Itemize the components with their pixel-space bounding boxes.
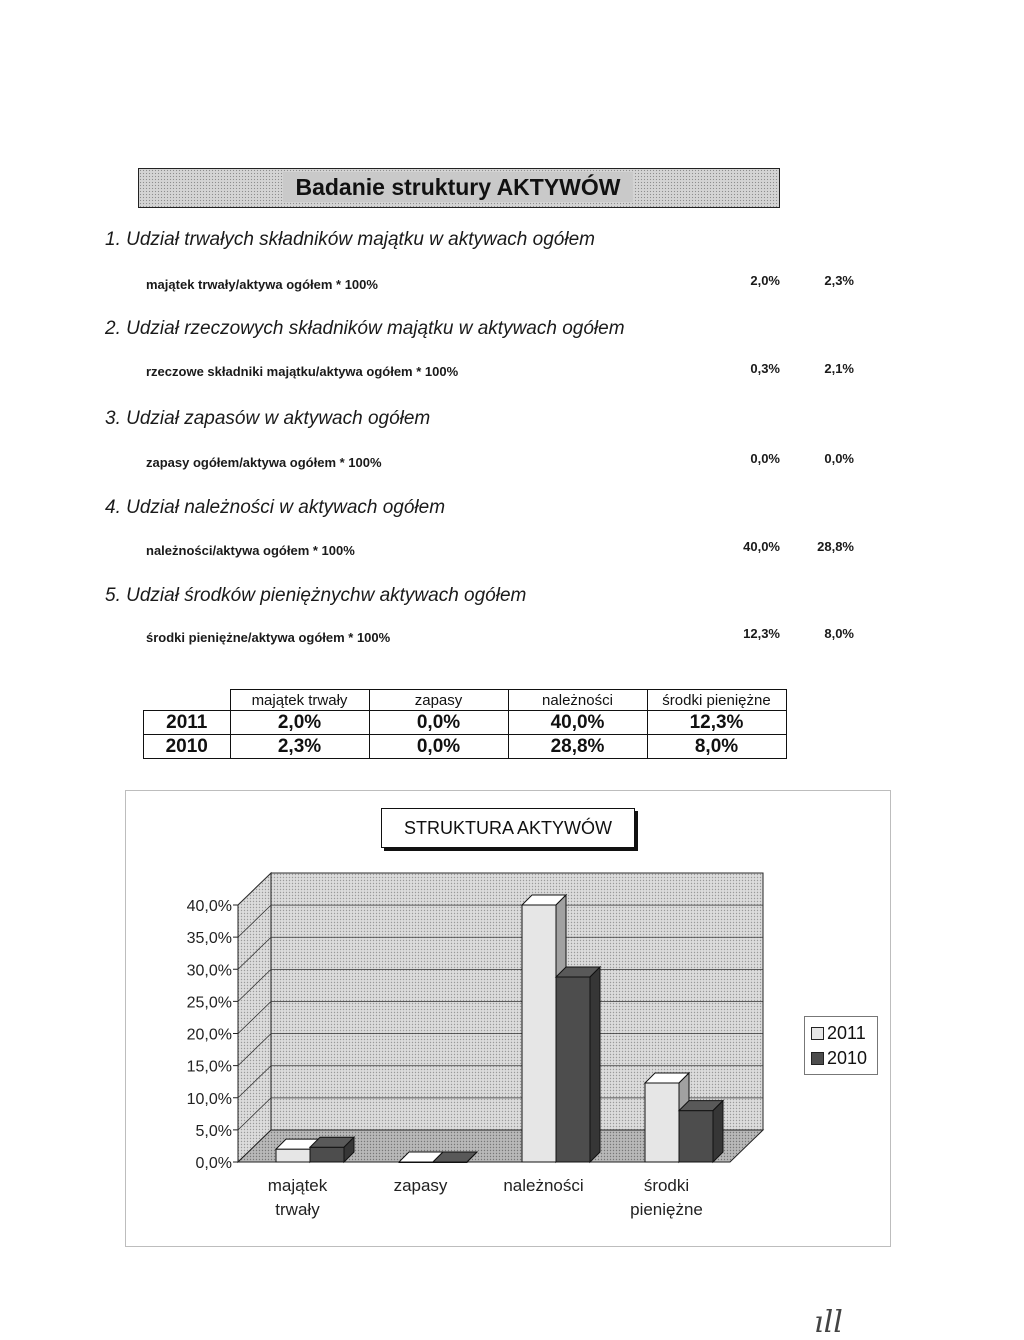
bar-2011-front bbox=[645, 1083, 679, 1162]
table-cell: 28,8% bbox=[508, 735, 647, 759]
y-tick-label: 20,0% bbox=[186, 1026, 232, 1044]
metric-value-2010-4: 28,8% bbox=[817, 539, 854, 554]
metric-value-2011-2: 0,3% bbox=[750, 361, 780, 376]
y-tick-label: 35,0% bbox=[186, 930, 232, 948]
bar-2011-front bbox=[522, 905, 556, 1162]
x-category-label: środki bbox=[643, 1176, 690, 1195]
chart-legend bbox=[804, 1016, 878, 1075]
metric-value-2011-3: 0,0% bbox=[750, 451, 780, 466]
metric-formula-1: majątek trwały/aktywa ogółem * 100% bbox=[146, 277, 378, 292]
y-tick-label: 15,0% bbox=[186, 1058, 232, 1076]
metric-value-2011-4: 40,0% bbox=[743, 539, 780, 554]
y-tick-label: 30,0% bbox=[186, 962, 232, 980]
x-category-label: trwały bbox=[275, 1200, 320, 1219]
x-category-label: pieniężne bbox=[630, 1200, 703, 1219]
y-tick-label: 0,0% bbox=[195, 1155, 232, 1172]
x-category-label: należności bbox=[503, 1176, 584, 1195]
table-cell: 0,0% bbox=[369, 735, 508, 759]
table-row-label: 2011 bbox=[144, 711, 231, 735]
page-title: Badanie struktury AKTYWÓW bbox=[283, 172, 633, 202]
table-header-cell: zapasy bbox=[369, 690, 508, 711]
metric-value-2011-1: 2,0% bbox=[750, 273, 780, 288]
metric-value-2010-2: 2,1% bbox=[824, 361, 854, 376]
metric-title-2: 2. Udział rzeczowych składników majątku w aktywach ogółem bbox=[105, 318, 625, 339]
table-header-cell: majątek trwały bbox=[230, 690, 369, 711]
legend-swatch bbox=[811, 1052, 824, 1065]
y-tick-label: 25,0% bbox=[186, 994, 232, 1012]
metric-formula-4: należności/aktywa ogółem * 100% bbox=[146, 543, 355, 558]
metric-formula-3: zapasy ogółem/aktywa ogółem * 100% bbox=[146, 455, 382, 470]
table-cell: 0,0% bbox=[369, 711, 508, 735]
x-category-label: majątek bbox=[267, 1176, 328, 1195]
table-header-cell: należności bbox=[508, 690, 647, 711]
handwritten-mark: ıll bbox=[814, 1305, 843, 1340]
table-header-cell: środki pieniężne bbox=[647, 690, 786, 711]
metric-title-4: 4. Udział należności w aktywach ogółem bbox=[105, 497, 446, 518]
table-cell: 12,3% bbox=[647, 711, 786, 735]
metric-value-2010-1: 2,3% bbox=[824, 273, 854, 288]
chart-title: STRUKTURA AKTYWÓW bbox=[381, 808, 635, 848]
bar-2010-front bbox=[556, 977, 590, 1162]
y-tick-label: 10,0% bbox=[186, 1090, 232, 1108]
bar-2010-side bbox=[713, 1101, 723, 1162]
table-cell: 8,0% bbox=[647, 735, 786, 759]
metric-title-1: 1. Udział trwałych składników majątku w aktywach ogółem bbox=[105, 229, 595, 250]
metric-formula-5: środki pieniężne/aktywa ogółem * 100% bbox=[146, 630, 391, 645]
y-tick-label: 5,0% bbox=[195, 1122, 232, 1140]
table-row-label: 2010 bbox=[144, 735, 231, 759]
bar-2010-front bbox=[310, 1147, 344, 1162]
bar-2010-side bbox=[590, 967, 600, 1162]
metric-value-2011-5: 12,3% bbox=[743, 626, 780, 641]
metric-value-2010-5: 8,0% bbox=[824, 626, 854, 641]
legend-swatch bbox=[811, 1027, 824, 1040]
table-cell: 40,0% bbox=[508, 711, 647, 735]
x-category-label: zapasy bbox=[393, 1176, 448, 1195]
table-cell: 2,0% bbox=[230, 711, 369, 735]
bar-2010-front bbox=[679, 1111, 713, 1162]
legend-label: 2010 bbox=[827, 1048, 868, 1068]
metric-formula-2: rzeczowe składniki majątku/aktywa ogółem * 100% bbox=[146, 364, 459, 379]
table-cell: 2,3% bbox=[230, 735, 369, 759]
y-tick-label: 40,0% bbox=[186, 898, 232, 915]
metric-title-3: 3. Udział zapasów w aktywach ogółem bbox=[105, 408, 431, 429]
metric-title-5: 5. Udział środków pieniężnychw aktywach ogółem bbox=[105, 585, 527, 606]
legend-label: 2011 bbox=[827, 1023, 866, 1043]
metric-value-2010-3: 0,0% bbox=[824, 451, 854, 466]
bar-2011-front bbox=[276, 1149, 310, 1162]
